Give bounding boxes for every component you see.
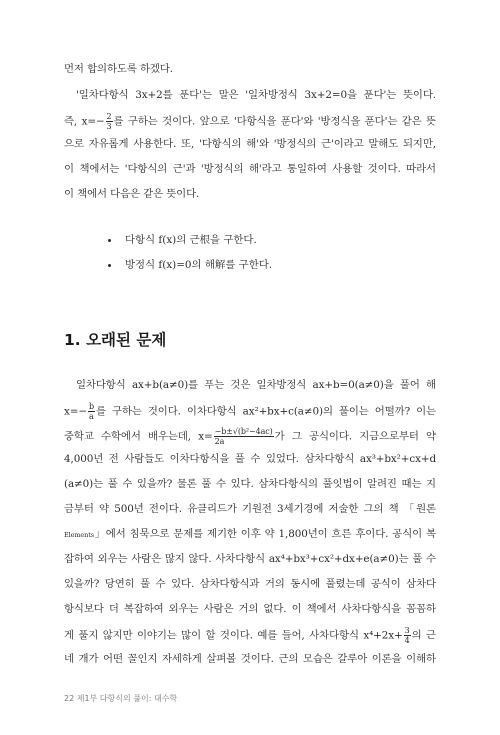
- intro-line-4: 으로 자유롭게 사용한다. 또, '다항식의 해'와 '방정식의 근'이라고 말해도 되지만,: [64, 138, 436, 150]
- fraction-denominator: 2a: [214, 437, 225, 446]
- bullet-icon: [108, 264, 111, 267]
- body-line-8: 잡하여 외우는 사람은 많지 않다. 사차다항식 ax⁴+bx³+cx²+dx+e(a≠0)는 풀 수: [64, 553, 436, 565]
- body-line-6: 금부터 약 500년 전이다. 유클리드가 기원전 3세기경에 저술한 그의 책 「원론: [64, 503, 436, 515]
- section-title: 1. 오래된 문제: [64, 331, 167, 349]
- intro-line-1: 먼저 합의하도록 하겠다.: [64, 63, 173, 75]
- fraction-numerator: 3: [404, 626, 410, 635]
- body-line-7-post: 」에서 침묵으로 문제를 제기한 이후 약 1,800년이 흐른 후이다. 공식이 복: [94, 528, 436, 540]
- body-line-2-post: 를 구하는 것이다. 이차다항식 ax²+bx+c(a≠0)의 풀이는 어떨까? 이는: [96, 405, 436, 418]
- fraction-numerator: −b±√(b²−4ac): [214, 427, 273, 436]
- intro-line-5: 이 책에서는 '다항식의 근'과 '방정식의 해'라고 통일하여 사용할 것이다. 따라서: [64, 163, 436, 175]
- fraction-numerator: b: [88, 402, 95, 411]
- bullet-text-2: 방정식 f(x)=0의 해解를 구한다.: [125, 259, 273, 271]
- body-line-12: 네 개가 어떤 꼴인지 자세하게 살펴볼 것이다. 근의 모습은 갈루아 이론을 이해하: [64, 653, 436, 665]
- body-line-5: (a≠0)는 풀 수 있을까? 물론 풀 수 있다. 삼차다항식의 풀잇법이 알려진 때는 지: [64, 478, 436, 490]
- elements-label: Elements: [64, 531, 95, 539]
- body-line-10: 항식보다 더 복잡하여 외우는 사람은 거의 없다. 이 책에서 사차다항식을 꼼꼼하: [64, 603, 436, 615]
- fraction-numerator: 2: [106, 112, 112, 121]
- body-line-11: [64, 626, 436, 645]
- fraction-3-4: [404, 626, 411, 645]
- quadratic-formula-fraction: [214, 427, 274, 446]
- body-line-4: 4,000년 전 사람들도 이차다항식을 풀 수 있었다. 삼차다항식 ax³+bx²+cx+d: [64, 453, 436, 465]
- fraction-denominator: 4: [404, 636, 410, 645]
- fraction-2-3: [106, 112, 113, 131]
- fraction-denominator: 3: [106, 122, 112, 131]
- body-line-7: [64, 527, 436, 543]
- bullet-item-1: [108, 233, 257, 248]
- page-footer: 22 제1부 다항식의 풀이: 대수학: [64, 694, 178, 703]
- body-line-9: 있을까? 당연히 풀 수 있다. 삼차다항식과 거의 동시에 풀렸는데 공식이 삼차다: [64, 578, 436, 590]
- fraction-denominator: a: [88, 412, 94, 421]
- intro-line-2: '일차다항식 3x+2를 푼다'는 말은 '일차방정식 3x+2=0을 푼다'는 뜻이다.: [76, 89, 436, 101]
- body-line-3-pre: 중학교 수학에서 배우는데, x=: [64, 430, 213, 443]
- bullet-text-1: 다항식 f(x)의 근根을 구한다.: [125, 234, 257, 246]
- intro-line-6: 이 책에서 다음은 같은 뜻이다.: [64, 188, 200, 200]
- bullet-item-2: [108, 258, 272, 273]
- body-line-1: 일차다항식 ax+b(a≠0)를 푸는 것은 일차방정식 ax+b=0(a≠0)을 풀어 해: [76, 379, 436, 391]
- bullet-icon: [108, 239, 111, 242]
- body-line-3-post: 가 그 공식이다. 지금으로부터 약: [274, 430, 436, 443]
- body-line-11-post: 의 근: [411, 629, 436, 642]
- body-line-3: [64, 427, 436, 446]
- body-line-2: [64, 402, 436, 421]
- intro-line-3-post: 를 구하는 것이다. 앞으로 '다항식을 푼다'와 '방정식을 푼다'는 같은 뜻: [113, 115, 436, 128]
- intro-line-3-pre: 즉, x=−: [64, 115, 105, 128]
- fraction-b-a: [88, 402, 95, 421]
- intro-line-3: [64, 112, 436, 131]
- body-line-11-pre: 게 풀지 않지만 이야기는 많이 할 것이다. 예를 들어, 사차다항식 x⁴+2x+: [64, 629, 403, 642]
- body-line-2-pre: x=−: [64, 405, 87, 418]
